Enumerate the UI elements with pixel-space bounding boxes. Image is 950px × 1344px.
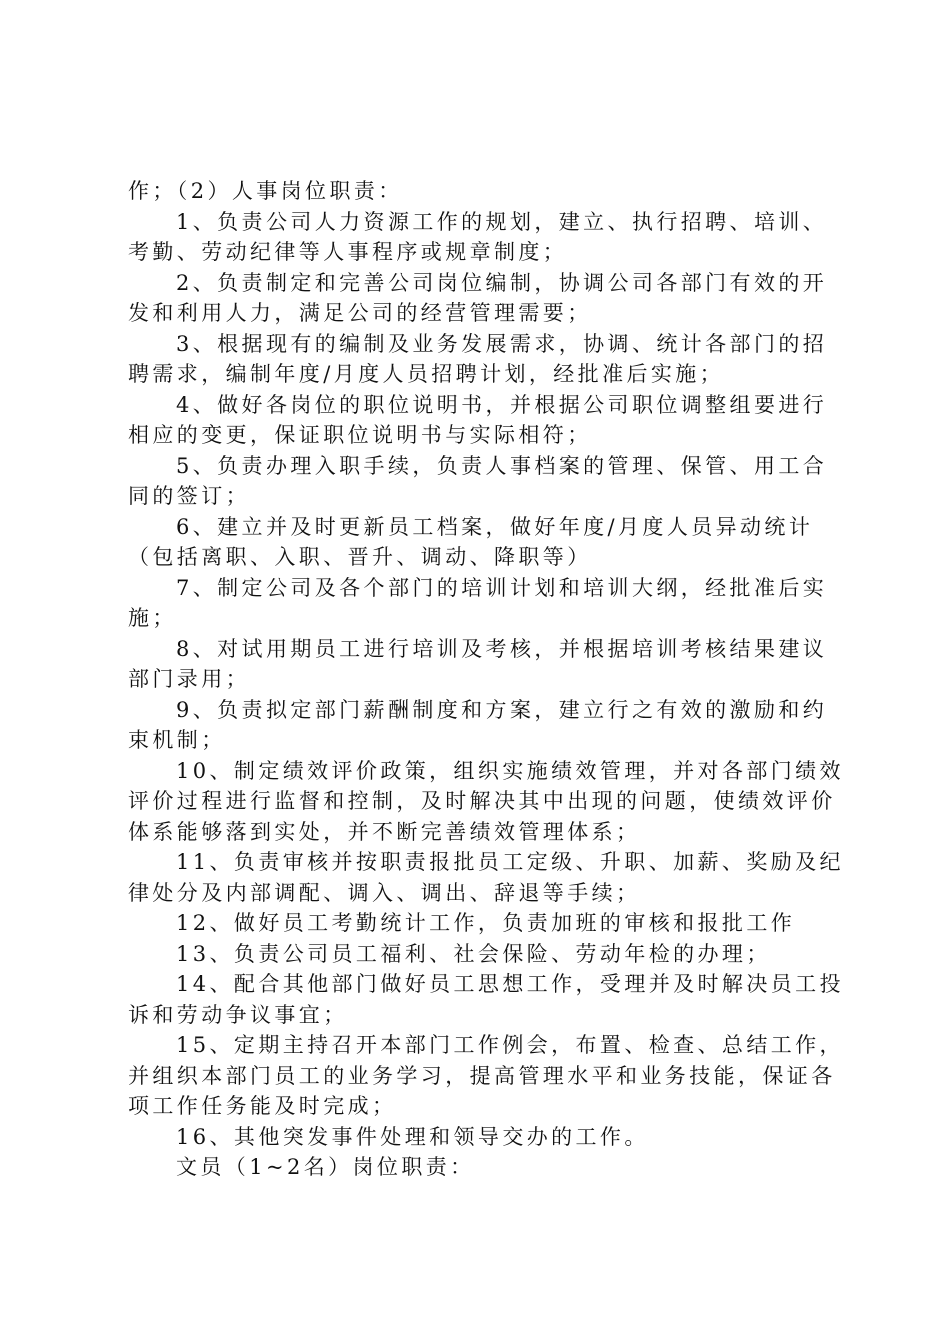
paragraph-heading-clerk-duties: 文员（1~2名）岗位职责： [176,1155,475,1179]
paragraph-item-16: 16、其他突发事件处理和领导交办的工作。 [176,1124,649,1149]
document-body [128,176,848,1183]
paragraph-item-5: 5、负责办理入职手续，负责人事档案的管理、保管、用工合同的签订； [128,453,828,508]
paragraph-item-4: 4、做好各岗位的职位说明书，并根据公司职位调整组要进行相应的变更，保证职位说明书与实际相符； [128,392,828,447]
paragraph-item-7: 7、制定公司及各个部门的培训计划和培训大纲，经批准后实施； [128,575,828,630]
paragraph-item-10: 10、制定绩效评价政策，组织实施绩效管理，并对各部门绩效评价过程进行监督和控制，及时解决其中出现的问题，使绩效评价体系能够落到实处，并不断完善绩效管理体系； [128,758,844,844]
paragraph-item-1: 1、负责公司人力资源工作的规划，建立、执行招聘、培训、考勤、劳动纪律等人事程序或规章制度； [128,209,828,264]
paragraph-item-8: 8、对试用期员工进行培训及考核，并根据培训考核结果建议部门录用； [128,636,828,691]
paragraph-item-3: 3、根据现有的编制及业务发展需求，协调、统计各部门的招聘需求，编制年度/月度人员招聘计划，经批准后实施； [128,331,828,386]
paragraph-item-6: 6、建立并及时更新员工档案，做好年度/月度人员异动统计（包括离职、入职、晋升、调动、降职等） [128,514,814,569]
paragraph-item-9: 9、负责拟定部门薪酬制度和方案，建立行之有效的激励和约束机制； [128,697,828,752]
paragraph-heading-hr-duties: 作；（2）人事岗位职责： [128,179,403,203]
paragraph-item-11: 11、负责审核并按职责报批员工定级、升职、加薪、奖励及纪律处分及内部调配、调入、调出、辞退等手续； [128,850,844,905]
paragraph-item-14: 14、配合其他部门做好员工思想工作，受理并及时解决员工投诉和劳动争议事宜； [128,972,844,1027]
paragraph-item-2: 2、负责制定和完善公司岗位编制，协调公司各部门有效的开发和利用人力，满足公司的经营管理需要； [128,270,828,325]
paragraph-item-15: 15、定期主持召开本部门工作例会，布置、检查、总结工作，并组织本部门员工的业务学习，提高管理水平和业务技能，保证各项工作任务能及时完成； [128,1033,844,1118]
paragraph-item-13: 13、负责公司员工福利、社会保险、劳动年检的办理； [176,941,771,966]
paragraph-item-12: 12、做好员工考勤统计工作，负责加班的审核和报批工作 [176,911,796,935]
